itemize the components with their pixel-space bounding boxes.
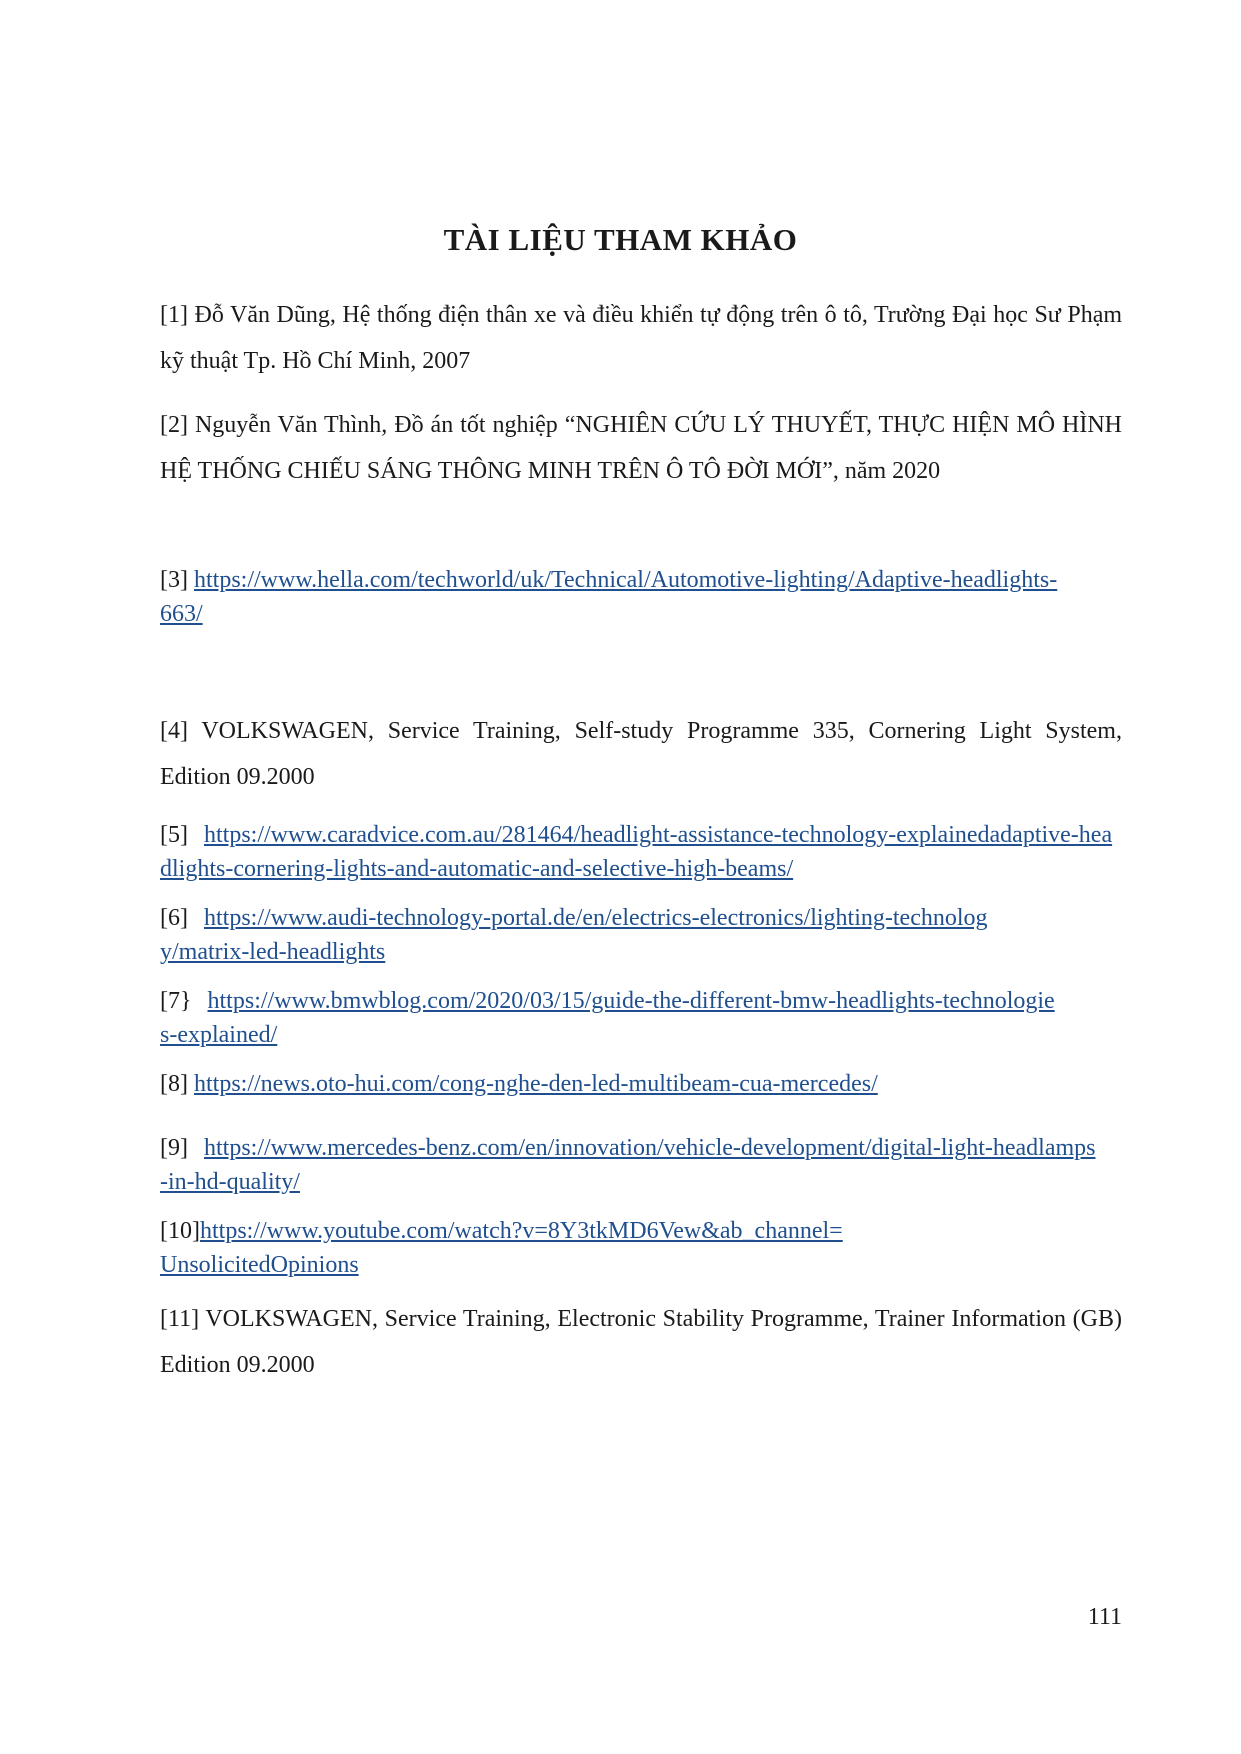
reference-number: [2] — [160, 412, 188, 438]
reference-text: VOLKSWAGEN, Service Training, Electronic Stability Programme, Trainer Information (GB) Edition 09.2000 — [160, 1306, 1122, 1378]
reference-3 — [160, 563, 1060, 631]
reference-text: Đỗ Văn Dũng, Hệ thống điện thân xe và điều khiển tự động trên ô tô, Trường Đại học Sư Phạm kỹ thuật Tp. Hồ Chí Minh, 2007 — [160, 302, 1123, 374]
reference-link[interactable]: https://www.youtube.com/watch?v=8Y3tkMD6Vew&ab_channel=UnsolicitedOpinions — [160, 1218, 843, 1278]
reference-number: [8] — [160, 1071, 188, 1097]
reference-10 — [160, 1214, 860, 1282]
reference-8 — [160, 1067, 1122, 1101]
page-title: TÀI LIỆU THAM KHẢO — [443, 222, 798, 257]
reference-2 — [160, 402, 1122, 494]
reference-9 — [160, 1131, 1100, 1199]
reference-7 — [160, 984, 1060, 1052]
reference-1 — [160, 292, 1122, 384]
reference-number: [4] — [160, 718, 188, 744]
reference-link[interactable]: https://www.hella.com/techworld/uk/Technical/Automotive-lighting/Adaptive-headlights-663/ — [160, 567, 1058, 627]
reference-number: [7} — [160, 988, 192, 1014]
reference-number: [10] — [160, 1218, 200, 1244]
reference-link[interactable]: https://news.oto-hui.com/cong-nghe-den-led-multibeam-cua-mercedes/ — [193, 1071, 878, 1097]
reference-number: [5] — [160, 822, 188, 848]
reference-link[interactable]: https://www.mercedes-benz.com/en/innovation/vehicle-development/digital-light-headlamps-in-hd-quality/ — [160, 1135, 1096, 1195]
reference-link[interactable]: https://www.audi-technology-portal.de/en/electrics-electronics/lighting-technology/matrix-led-headlights — [160, 905, 988, 965]
reference-4 — [160, 708, 1122, 800]
reference-link[interactable]: https://www.caradvice.com.au/281464/headlight-assistance-technology-explainedadaptive-headlights-cornering-lights-and-automatic-and-selective-high-beams/ — [160, 822, 1113, 882]
reference-text: VOLKSWAGEN, Service Training, Self-study Programme 335, Cornering Light System, Edition 09.2000 — [160, 718, 1122, 790]
reference-text: Nguyễn Văn Thình, Đồ án tốt nghiệp “NGHIÊN CỨU LÝ THUYẾT, THỰC HIỆN MÔ HÌNH HỆ THỐNG CHIẾU SÁNG THÔNG MINH TRÊN Ô TÔ ĐỜI MỚI”, năm 2020 — [160, 412, 1122, 484]
reference-6 — [160, 901, 990, 969]
reference-5 — [160, 818, 1122, 886]
reference-number: [1] — [160, 302, 188, 328]
reference-number: [6] — [160, 905, 188, 931]
reference-number: [3] — [160, 567, 188, 593]
page-number: 111 — [1087, 1604, 1122, 1630]
reference-link[interactable]: https://www.bmwblog.com/2020/03/15/guide-the-different-bmw-headlights-technologies-explained/ — [160, 988, 1055, 1048]
reference-number: [11] — [160, 1306, 200, 1332]
reference-11 — [160, 1296, 1122, 1388]
reference-number: [9] — [160, 1135, 188, 1161]
